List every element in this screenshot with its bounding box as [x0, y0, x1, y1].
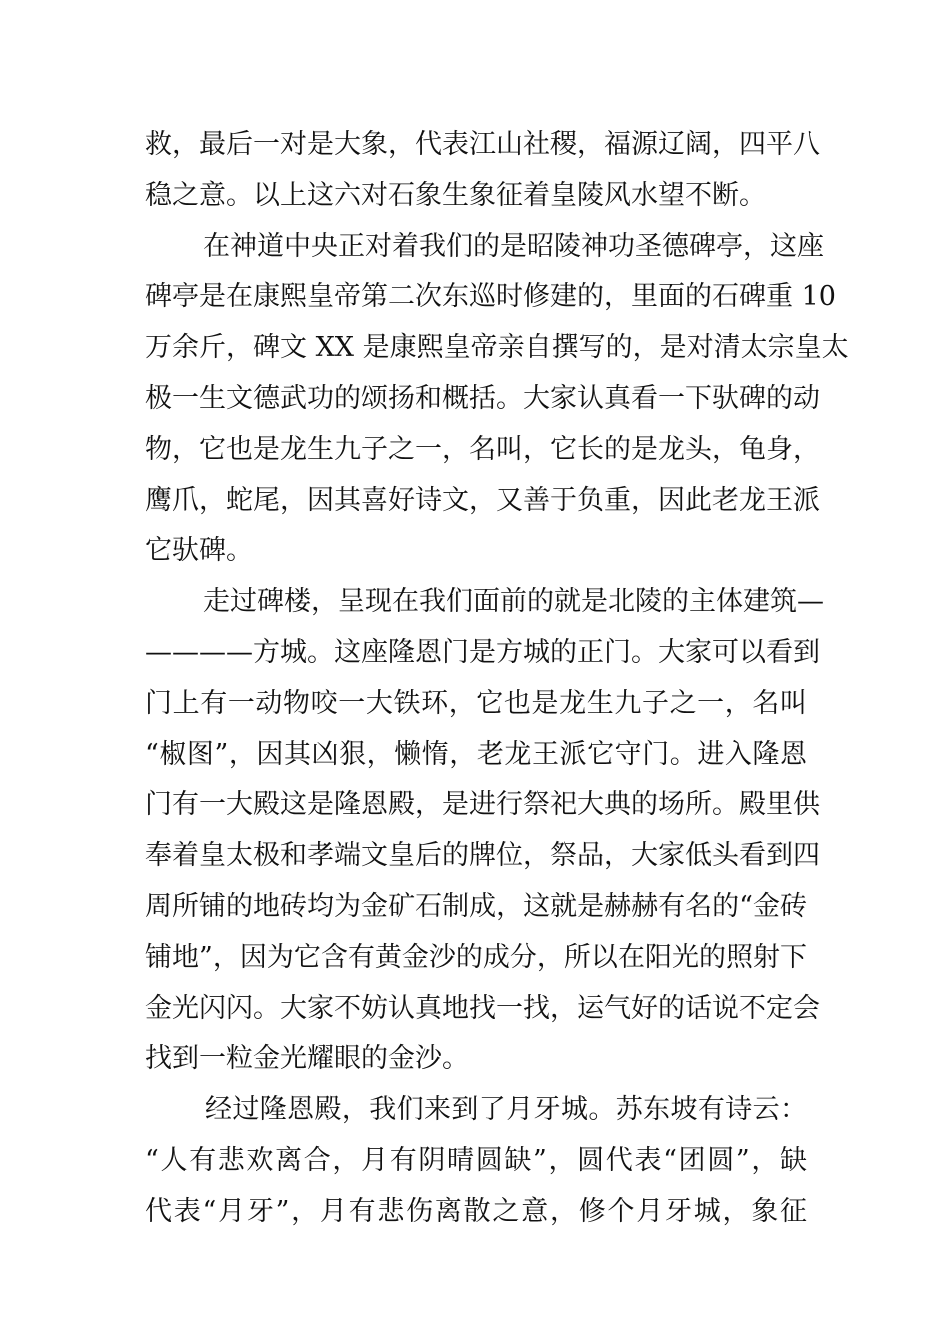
paragraph-first-line: 走过碑楼，呈现在我们面前的就是北陵的主体建筑—	[203, 586, 824, 618]
paragraph-first-line: 在神道中央正对着我们的是昭陵神功圣德碑亭，这座	[203, 230, 824, 262]
text-line: ————方城。这座隆恩门是方城的正门。大家可以看到	[145, 636, 820, 668]
text-line: 救，最后一对是大象，代表江山社稷，福源辽阔，四平八	[145, 129, 820, 160]
body-text	[145, 120, 849, 1238]
text-line: 鹰爪，蛇尾，因其喜好诗文，又善于负重，因此老龙王派	[145, 484, 820, 516]
text-line: 代表“月牙”，月有悲伤离散之意，修个月牙城，象征	[145, 1195, 807, 1227]
text-line: 物，它也是龙生九子之一，名叫，它长的是龙头，龟身，	[145, 433, 820, 465]
text-line: 奉着皇太极和孝端文皇后的牌位，祭品，大家低头看到四	[145, 840, 820, 872]
text-line: 碑亭是在康熙皇帝第二次东巡时修建的，里面的石碑重 10	[145, 281, 836, 313]
text-line: 稳之意。以上这六对石象生象征着皇陵风水望不断。	[145, 179, 766, 211]
text-line: 金光闪闪。大家不妨认真地找一找，运气好的话说不定会	[145, 992, 820, 1024]
text-line: 万余斤，碑文 XX 是康熙皇帝亲自撰写的，是对清太宗皇太	[145, 332, 849, 364]
text-line: 找到一粒金光耀眼的金沙。	[145, 1043, 469, 1075]
text-line: 周所铺的地砖均为金矿石制成，这就是赫赫有名的“金砖	[145, 890, 807, 922]
paragraph-first-line: 经过隆恩殿，我们来到了月牙城。苏东坡有诗云：	[205, 1094, 807, 1126]
text-line: “人有悲欢离合，月有阴晴圆缺”，圆代表“团圆”，缺	[145, 1144, 807, 1176]
text-line: “椒图”，因其凶狠，懒惰，老龙王派它守门。进入隆恩	[145, 738, 807, 770]
text-line: 极一生文德武功的颂扬和概括。大家认真看一下驮碑的动	[145, 382, 820, 414]
text-line: 门上有一动物咬一大铁环，它也是龙生九子之一，名叫	[145, 687, 807, 719]
text-line: 门有一大殿这是隆恩殿，是进行祭祀大典的场所。殿里供	[145, 789, 820, 821]
text-line: 它驮碑。	[145, 535, 253, 567]
text-line: 铺地”，因为它含有黄金沙的成分，所以在阳光的照射下	[145, 941, 807, 973]
